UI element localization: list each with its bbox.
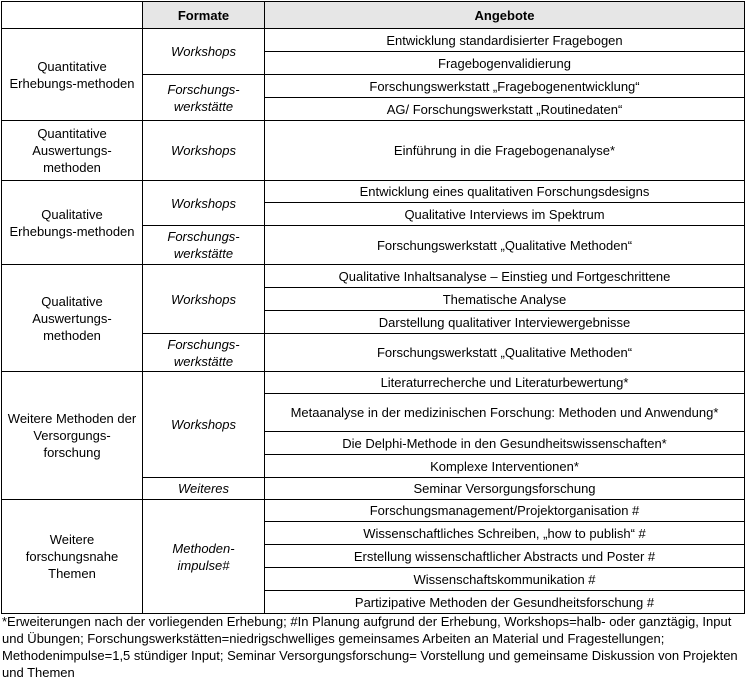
category-cell: Qualitative Auswertungs-methoden: [2, 265, 143, 372]
offer-cell: Thematische Analyse: [265, 288, 745, 311]
category-cell: Qualitative Erhebungs-methoden: [2, 181, 143, 265]
offer-cell: Darstellung qualitativer Interviewergebnisse: [265, 311, 745, 334]
offer-cell: Partizipative Methoden der Gesundheitsforschung #: [265, 591, 745, 614]
table-row: [2, 29, 745, 52]
header-formats: Formate: [143, 2, 265, 29]
offer-cell: Forschungswerkstatt „Fragebogenentwicklung“: [265, 75, 745, 98]
header-category: [2, 2, 143, 29]
offer-cell: Literaturrecherche und Literaturbewertung*: [265, 372, 745, 394]
offer-cell: Qualitative Inhaltsanalyse – Einstieg und Fortgeschrittene: [265, 265, 745, 288]
format-cell: Weiteres: [143, 478, 265, 500]
offer-cell: Die Delphi-Methode in den Gesundheitswissenschaften*: [265, 432, 745, 455]
table-row: [2, 181, 745, 203]
offer-cell: Qualitative Interviews im Spektrum: [265, 203, 745, 226]
format-cell: Workshops: [143, 121, 265, 181]
category-cell: Weitere forschungsnahe Themen: [2, 500, 143, 614]
offer-cell: Metaanalyse in der medizinischen Forschung: Methoden und Anwendung*: [265, 394, 745, 432]
offer-cell: Wissenschaftliches Schreiben, „how to publish“ #: [265, 522, 745, 545]
format-cell: Workshops: [143, 29, 265, 75]
format-cell: Forschungs-werkstätte: [143, 75, 265, 121]
category-cell: Weitere Methoden der Versorgungs-forschung: [2, 372, 143, 500]
offer-cell: Komplexe Interventionen*: [265, 455, 745, 478]
format-cell: Workshops: [143, 372, 265, 478]
format-cell: Forschungs-werkstätte: [143, 226, 265, 265]
footnote: *Erweiterungen nach der vorliegenden Erhebung; #In Planung aufgrund der Erhebung, Workshops=halb- oder ganztägig, Input und Übungen; Forschungswerkstätten=niedrigschwelliges gemeinsames Arbeiten an Material und Fragestellungen; Methodenimpulse=1,5 stündiger Input; Seminar Versorgungsforschung= Vorstellung und gemeinsame Diskussion von Projekten und Themen: [2, 614, 738, 680]
category-cell: Quantitative Auswertungs-methoden: [2, 121, 143, 181]
offer-cell: Einführung in die Fragebogenanalyse*: [265, 121, 745, 181]
format-cell: Forschungs-werkstätte: [143, 334, 265, 372]
offer-cell: Wissenschaftskommunikation #: [265, 568, 745, 591]
offer-cell: Forschungswerkstatt „Qualitative Methoden“: [265, 334, 745, 372]
offer-cell: AG/ Forschungswerkstatt „Routinedaten“: [265, 98, 745, 121]
offer-cell: Seminar Versorgungsforschung: [265, 478, 745, 500]
format-cell: Workshops: [143, 181, 265, 226]
table-row: [2, 372, 745, 394]
table-row: [2, 500, 745, 522]
offer-cell: Forschungswerkstatt „Qualitative Methoden“: [265, 226, 745, 265]
table-row: [2, 121, 745, 181]
offer-cell: Entwicklung standardisierter Fragebogen: [265, 29, 745, 52]
header-row: [2, 2, 745, 29]
table-row: [2, 265, 745, 288]
offers-table: [1, 1, 745, 614]
offer-cell: Erstellung wissenschaftlicher Abstracts und Poster #: [265, 545, 745, 568]
format-cell: Methoden-impulse#: [143, 500, 265, 614]
offer-cell: Fragebogenvalidierung: [265, 52, 745, 75]
header-offers: Angebote: [265, 2, 745, 29]
offer-cell: Forschungsmanagement/Projektorganisation #: [265, 500, 745, 522]
format-cell: Workshops: [143, 265, 265, 334]
offer-cell: Entwicklung eines qualitativen Forschungsdesigns: [265, 181, 745, 203]
category-cell: Quantitative Erhebungs-methoden: [2, 29, 143, 121]
